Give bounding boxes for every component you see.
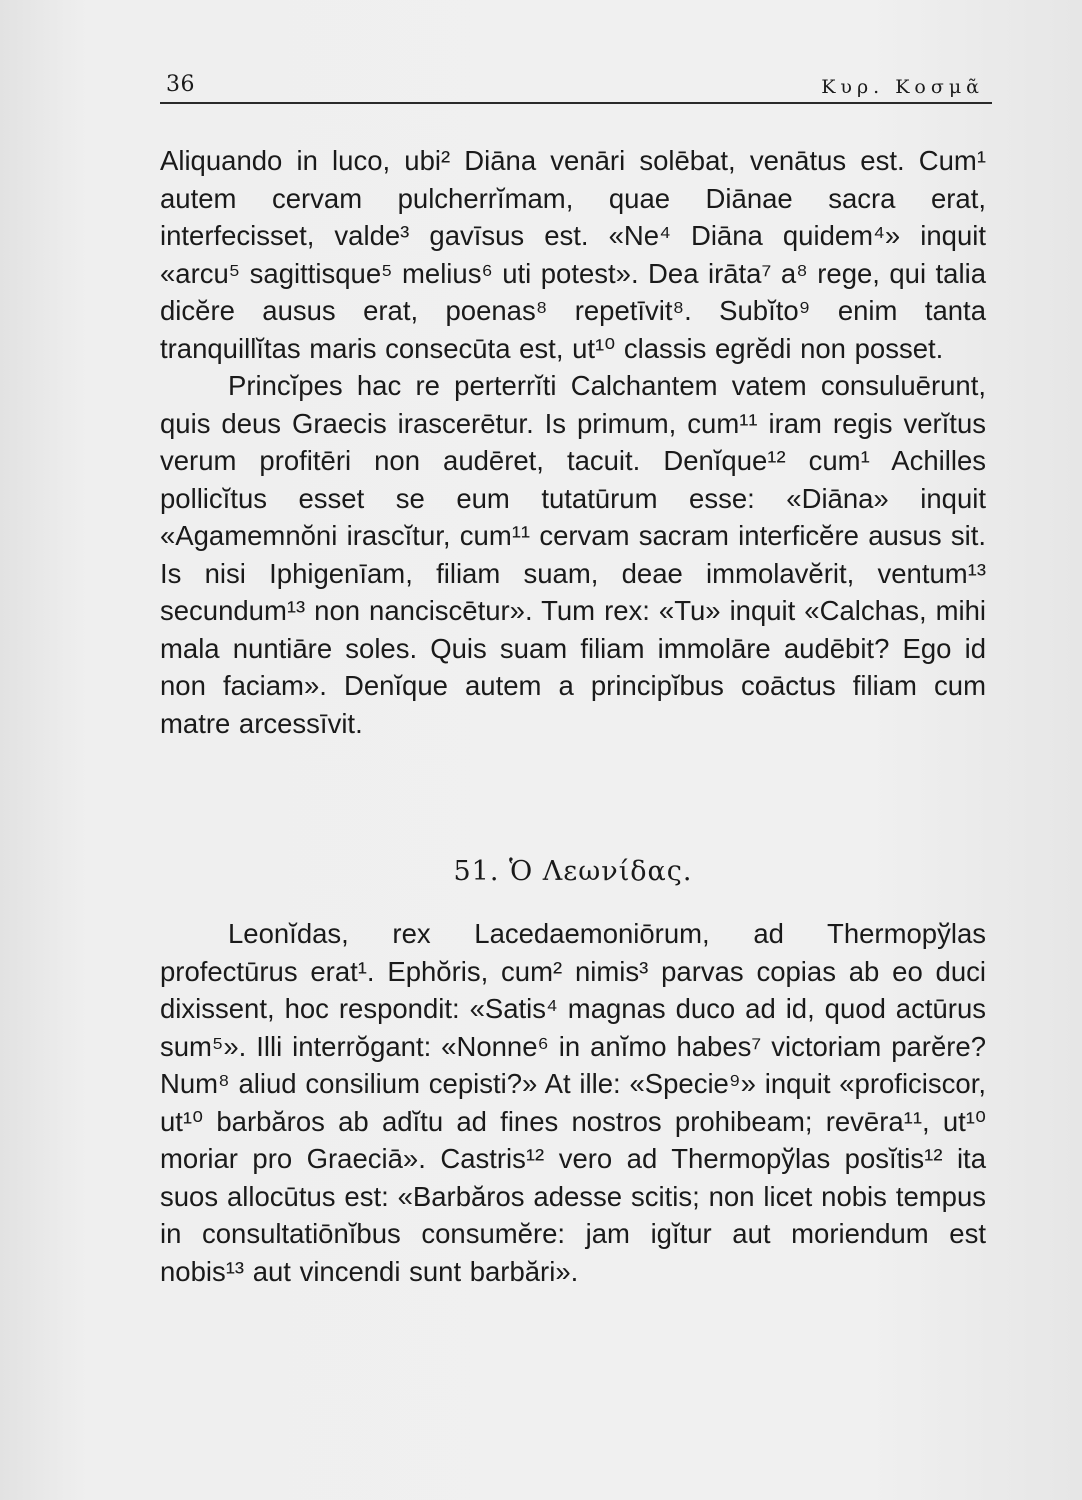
page-header [160,72,990,98]
page-number: 36 [166,72,195,97]
paragraph: Princĭpes hac re perterrĭti Calchantem vatem consuluērunt, quis deus Graecis irascerētur. Is primum, cum¹¹ iram regis verĭtus verum profitēri non audēret, tacuit. Denĭque¹² cum¹ Achilles pollicĭtus esset se eum tutatūrum esse: «Diāna» inquit «Agamemnŏni irascĭtur, cum¹¹ cervam sacram interficĕre ausus sit. Is nisi Iphigenīam, filiam suam, deae immolavĕrit, ventum¹³ secundum¹³ non nanciscētur». Tum rex: «Tu» inquit «Calchas, mihi mala nuntiāre soles. Quis suam filiam immolāre audēbit? Ego id non faciam». Denĭque autem a principĭbus coāctus filiam cum matre arcessīvit. [160,370,986,739]
paragraph: Aliquando in luco, ubi² Diāna venāri solēbat, venātus est. Cum¹ autem cervam pulcherrĭmam, quae Diānae sacra erat, interfecisset, valde³ gavīsus est. «Ne⁴ Diāna quidem⁴» inquit «arcu⁵ sagittisque⁵ melius⁶ uti potest». Dea irāta⁷ a⁸ rege, qui talia dicĕre ausus erat, poenas⁸ repetīvit⁸. Subĭto⁹ enim tanta tranquillĭtas maris consecūta est, ut¹⁰ classis egrĕdi non posset. [160,145,986,364]
section-title: 51. Ὁ Λεωνίδας. [453,856,693,887]
running-head: Κυρ. Κοσμᾶ [821,76,984,98]
section-2-text [160,915,986,1290]
header-rule [160,102,992,104]
section-1-text [160,142,986,742]
paragraph: Leonĭdas, rex Lacedaemoniōrum, ad Thermopўlas profectūrus erat¹. Ephŏris, cum² nimis³ parvas copias ab eo duci dixissent, hoc respondit: «Satis⁴ magnas duco ad id, quod actūrus sum⁵». Illi interrŏgant: «Nonne⁶ in anĭmo habes⁷ victoriam parĕre? Num⁸ aliud consilium cepisti?» At ille: «Specie⁹» inquit «proficiscor, ut¹⁰ barbăros ab adĭtu ad fines nostros prohibeam; revēra¹¹, ut¹⁰ moriar pro Graeciā». Castris¹² vero ad Thermopўlas posĭtis¹² ita suos allocūtus est: «Barbăros adesse scitis; non licet nobis tempus in consultatiōnĭbus consumĕre: jam igĭtur aut moriendum est nobis¹³ aut vincendi sunt barbări». [160,918,986,1287]
